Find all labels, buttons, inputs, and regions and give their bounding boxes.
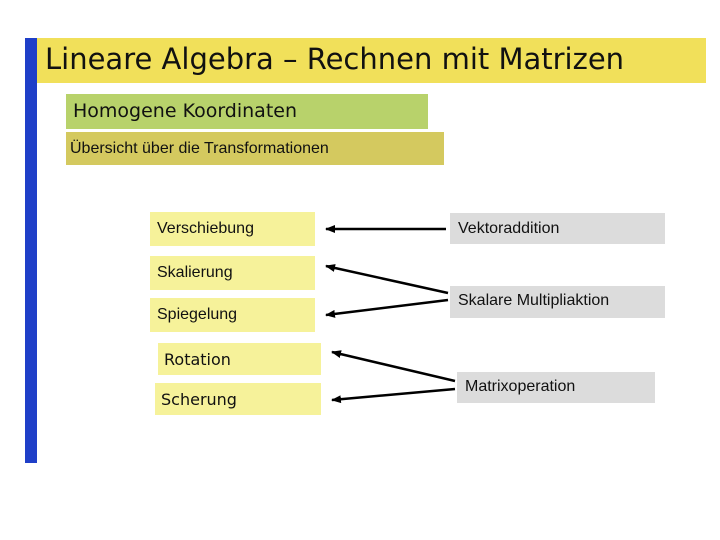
slide-subtitle: Homogene Koordinaten (73, 100, 298, 122)
arrow-matrix-to-rotation (332, 352, 455, 381)
operation-label: Skalare Multipliaktion (458, 292, 610, 309)
transformation-label: Rotation (164, 350, 231, 369)
transformation-label: Verschiebung (157, 220, 254, 237)
transformation-label: Spiegelung (157, 306, 238, 323)
slide-title: Lineare Algebra – Rechnen mit Matrizen (45, 42, 625, 76)
arrow-skalar-to-spiegelung (326, 300, 448, 315)
arrow-skalar-to-skalierung (326, 266, 448, 293)
operation-label: Vektoraddition (458, 220, 560, 237)
operation-label: Matrixoperation (465, 378, 576, 395)
arrow-matrix-to-scherung (332, 389, 455, 400)
transformation-label: Scherung (161, 390, 237, 409)
overview-heading: Übersicht über die Transformationen (70, 140, 329, 157)
transformation-label: Skalierung (157, 264, 233, 281)
